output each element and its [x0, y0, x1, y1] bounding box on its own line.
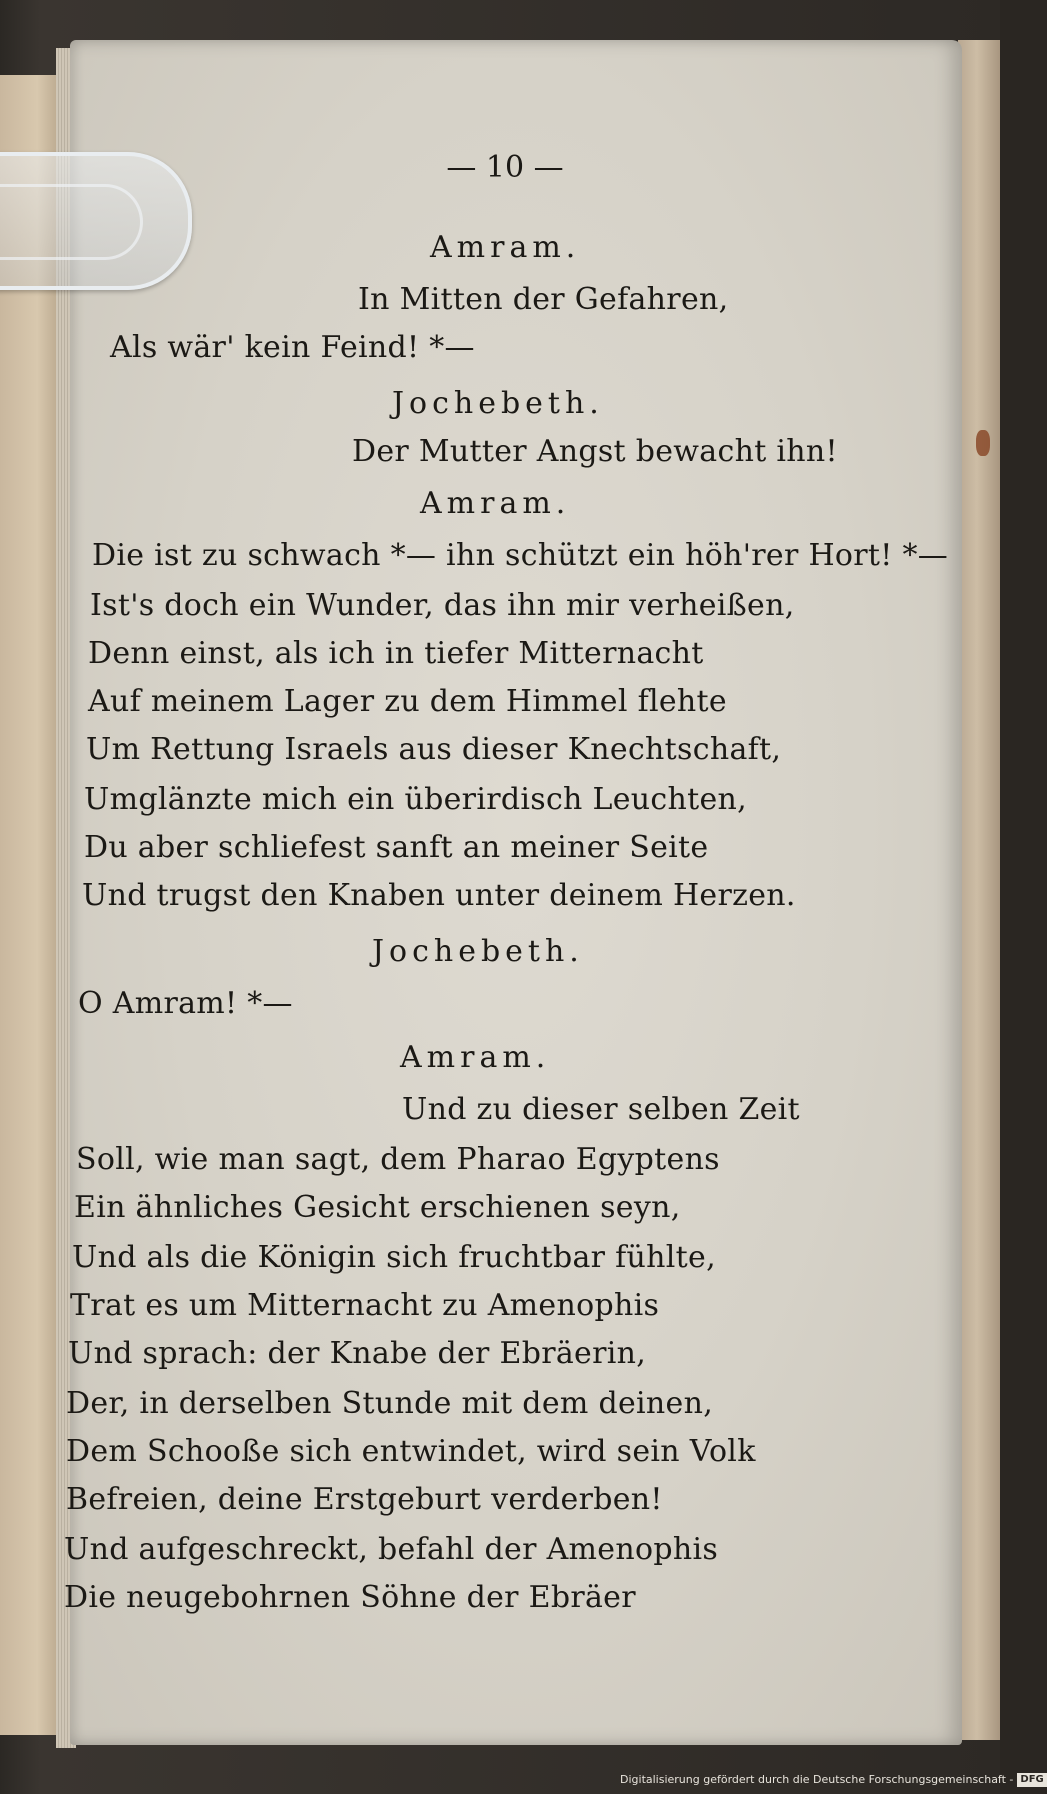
speaker-name: Jochebeth. [392, 386, 604, 421]
page-number: — 10 — [446, 150, 564, 185]
verse-line: Die ist zu schwach *— ihn schützt ein höh'rer Hort! *— [92, 538, 949, 573]
verse-line: Trat es um Mitternacht zu Amenophis [70, 1288, 660, 1323]
verse-line: Befreien, deine Erstgeburt verderben! [66, 1482, 663, 1517]
ink-stain [976, 430, 990, 456]
speaker-name: Amram. [420, 486, 571, 521]
verse-line: Auf meinem Lager zu dem Himmel flehte [88, 684, 727, 719]
verse-line: Der, in derselben Stunde mit dem deinen, [66, 1386, 714, 1421]
verse-line: Ist's doch ein Wunder, das ihn mir verheißen, [90, 588, 795, 623]
verse-line: Und aufgeschreckt, befahl der Amenophis [64, 1532, 719, 1567]
verse-line: Und sprach: der Knabe der Ebräerin, [68, 1336, 647, 1371]
dfg-logo: DFG [1017, 1773, 1046, 1787]
verse-line: Du aber schliefest sanft an meiner Seite [84, 830, 709, 865]
verse-line: Die neugebohrnen Söhne der Ebräer [64, 1580, 636, 1615]
credit-text: Digitalisierung gefördert durch die Deutsche Forschungsgemeinschaft - [620, 1773, 1014, 1786]
left-page-edge [0, 75, 64, 1735]
verse-line: Und trugst den Knaben unter deinem Herzen. [82, 878, 796, 913]
right-page-edge [958, 40, 1000, 1740]
digitization-credit [620, 1768, 1044, 1792]
verse-line: In Mitten der Gefahren, [358, 282, 729, 317]
speaker-name: Amram. [400, 1040, 551, 1075]
verse-line: O Amram! *— [78, 986, 293, 1021]
verse-line: Dem Schooße sich entwindet, wird sein Volk [66, 1434, 756, 1469]
verse-line: Als wär' kein Feind! *— [110, 330, 475, 365]
speaker-name: Amram. [430, 230, 581, 265]
verse-line: Und zu dieser selben Zeit [402, 1092, 800, 1127]
verse-line: Soll, wie man sagt, dem Pharao Egyptens [76, 1142, 720, 1177]
verse-line: Der Mutter Angst bewacht ihn! [352, 434, 838, 469]
verse-line: Und als die Königin sich fruchtbar fühlte, [72, 1240, 716, 1275]
speaker-name: Jochebeth. [372, 934, 584, 969]
verse-line: Um Rettung Israels aus dieser Knechtschaft, [86, 732, 782, 767]
verse-line: Ein ähnliches Gesicht erschienen seyn, [74, 1190, 681, 1225]
paper-clip-inner [0, 184, 143, 260]
verse-line: Denn einst, als ich in tiefer Mitternacht [88, 636, 704, 671]
verse-line: Umglänzte mich ein überirdisch Leuchten, [84, 782, 747, 817]
